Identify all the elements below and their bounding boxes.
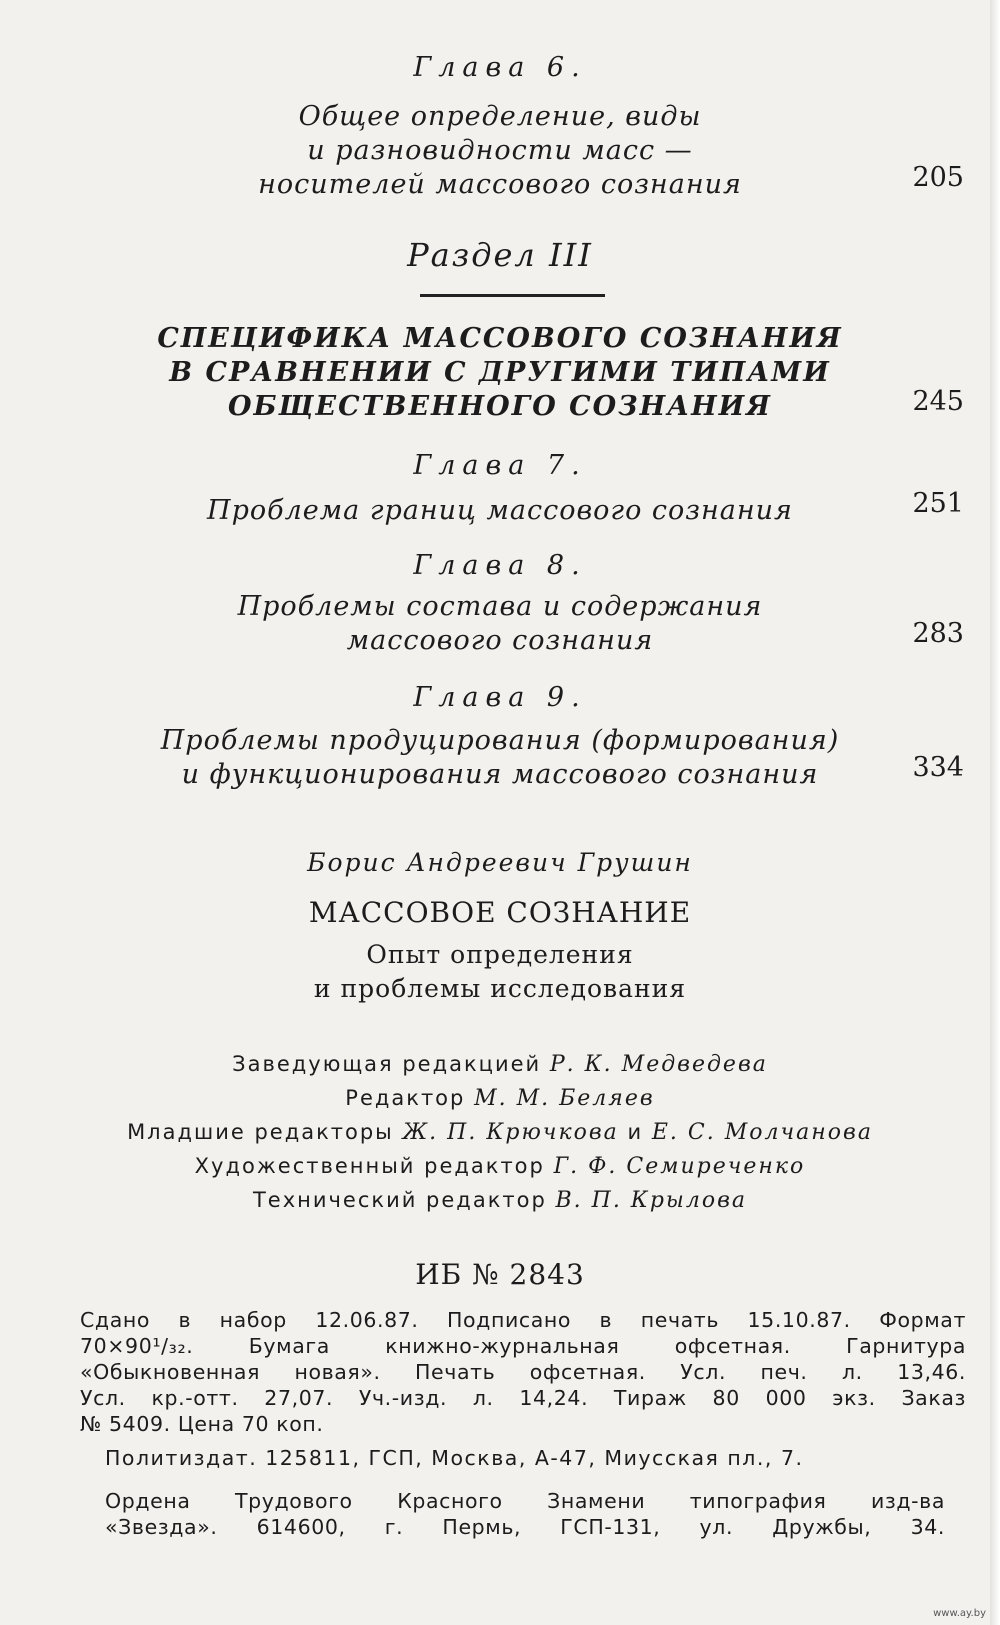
chapter-7-page-number: 251: [912, 488, 964, 519]
chapter-7-title: [0, 494, 1000, 528]
section-3-heading: Раздел III: [407, 236, 593, 274]
book-subtitle-line: и проблемы исследования: [313, 974, 687, 1003]
ib-number: ИБ № 2843: [415, 1258, 585, 1291]
credit-role: Технический редактор: [252, 1188, 547, 1212]
chapter-9-title: [0, 724, 1000, 792]
chapter-6-title-line: и разновидности масс —: [307, 135, 693, 166]
book-subtitle: [0, 938, 1000, 1006]
credit-role: Младшие редакторы: [127, 1120, 394, 1144]
credit-line: [0, 1052, 1000, 1077]
credit-role: Заведующая редакцией: [232, 1052, 542, 1076]
credit-name: Р. К. Медведева: [549, 1052, 768, 1077]
imprint-line: «Обыкновенная новая». Печать офсетная. Усл. печ. л. 13,46.: [80, 1360, 966, 1384]
chapter-8-title-line: массового сознания: [346, 625, 654, 656]
chapter-8-page-number: 283: [912, 618, 964, 649]
section-divider: [420, 294, 605, 297]
chapter-6-heading: Глава 6.: [413, 52, 587, 83]
chapter-7-title-line: Проблема границ массового сознания: [207, 495, 793, 526]
book-subtitle-line: Опыт определения: [366, 940, 634, 969]
section-3-title-line: ОБЩЕСТВЕННОГО СОЗНАНИЯ: [228, 391, 772, 422]
credit-name: Ж. П. Крючкова: [402, 1120, 619, 1145]
credit-role: Художественный редактор: [194, 1154, 545, 1178]
book-title: МАССОВОЕ СОЗНАНИЕ: [308, 896, 692, 929]
credit-name: В. П. Крылова: [555, 1188, 748, 1213]
section-3-title-line: СПЕЦИФИКА МАССОВОГО СОЗНАНИЯ: [157, 323, 843, 354]
chapter-9-heading: Глава 9.: [413, 682, 587, 713]
chapter-8-title: [0, 590, 1000, 658]
chapter-9-page-number: 334: [912, 752, 964, 783]
book-author: Борис Андреевич Грушин: [307, 848, 693, 877]
publisher-address: Политиздат. 125811, ГСП, Москва, А-47, Миусская пл., 7.: [105, 1446, 804, 1470]
chapter-6-title-line: носителей массового сознания: [258, 169, 742, 200]
section-3-page-number: 245: [912, 386, 964, 417]
page-edge: [990, 0, 1000, 1625]
credit-line: [0, 1188, 1000, 1213]
printer-line: «Звезда». 614600, г. Пермь, ГСП-131, ул. Дружбы, 34.: [105, 1515, 945, 1539]
section-3-title: [0, 322, 1000, 424]
credit-line: [0, 1086, 1000, 1111]
credit-role: Редактор: [345, 1086, 466, 1110]
credit-name: Е. С. Молчанова: [651, 1120, 873, 1145]
chapter-8-heading: Глава 8.: [413, 550, 587, 581]
credit-name: М. М. Беляев: [474, 1086, 655, 1111]
credit-line: [0, 1154, 1000, 1179]
section-3-title-line: В СРАВНЕНИИ С ДРУГИМИ ТИПАМИ: [169, 357, 831, 388]
chapter-7-heading: Глава 7.: [413, 450, 587, 481]
chapter-6-page-number: 205: [912, 162, 964, 193]
chapter-9-title-line: и функционирования массового сознания: [181, 759, 819, 790]
imprint-line: Сдано в набор 12.06.87. Подписано в печать 15.10.87. Формат: [80, 1308, 966, 1332]
credit-line: [0, 1120, 1000, 1145]
credit-joiner: и: [627, 1120, 644, 1144]
imprint-line: № 5409. Цена 70 коп.: [80, 1412, 324, 1436]
watermark: www.ay.by: [933, 1608, 986, 1619]
imprint-block: [80, 1307, 966, 1437]
imprint-line: Усл. кр.-отт. 27,07. Уч.-изд. л. 14,24. Тираж 80 000 экз. Заказ: [80, 1386, 966, 1410]
imprint-line: 70×90¹/₃₂. Бумага книжно-журнальная офсетная. Гарнитура: [80, 1334, 966, 1358]
printer-block: [105, 1488, 945, 1540]
chapter-9-title-line: Проблемы продуцирования (формирования): [160, 725, 840, 756]
credit-name: Г. Ф. Семиреченко: [553, 1154, 806, 1179]
printer-line: Ордена Трудового Красного Знамени типография изд-ва: [105, 1489, 945, 1513]
chapter-6-title: [0, 100, 1000, 202]
chapter-6-title-line: Общее определение, виды: [298, 101, 702, 132]
chapter-8-title-line: Проблемы состава и содержания: [237, 591, 763, 622]
